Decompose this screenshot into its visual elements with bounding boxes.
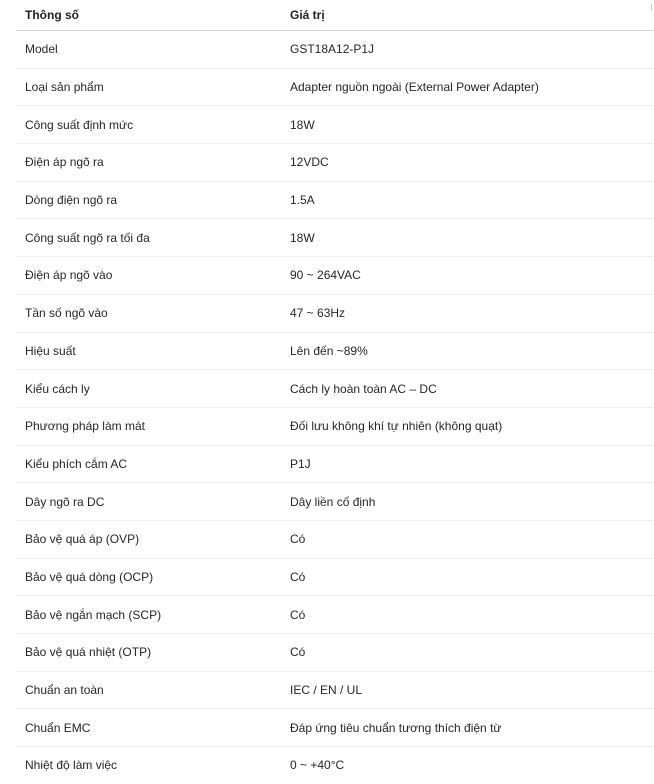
row-value: 12VDC bbox=[281, 144, 654, 182]
row-value: Cách ly hoàn toàn AC – DC bbox=[281, 370, 654, 408]
spec-table bbox=[16, 0, 654, 784]
row-value: 0 ~ +40°C bbox=[290, 758, 345, 773]
table-body bbox=[16, 31, 654, 784]
table-row bbox=[16, 257, 654, 295]
table-row bbox=[16, 181, 654, 219]
row-value: 1.5A bbox=[281, 181, 654, 219]
table-row bbox=[16, 332, 654, 370]
row-value: Có bbox=[281, 558, 654, 596]
row-value: 18W bbox=[281, 106, 654, 144]
row-param: Nhiệt độ làm việc bbox=[25, 758, 118, 773]
row-param: Kiểu phích cắm AC bbox=[16, 445, 281, 483]
row-value: IEC / EN / UL bbox=[281, 671, 654, 709]
row-param: Model bbox=[16, 31, 281, 69]
row-param: Chuẩn EMC bbox=[16, 709, 281, 747]
table-row bbox=[16, 445, 654, 483]
scrollbar-edge bbox=[651, 4, 652, 11]
table-row bbox=[16, 294, 654, 332]
row-param: Phương pháp làm mát bbox=[16, 407, 281, 445]
row-value: 18W bbox=[281, 219, 654, 257]
row-value: Đối lưu không khí tự nhiên (không quạt) bbox=[281, 407, 654, 445]
header-value: Giá trị bbox=[281, 0, 654, 31]
table-row bbox=[16, 31, 654, 69]
row-value: Có bbox=[281, 596, 654, 634]
row-param: Bảo vệ quá nhiệt (OTP) bbox=[16, 634, 281, 672]
table-row bbox=[16, 634, 654, 672]
row-value: 90 ~ 264VAC bbox=[281, 257, 654, 295]
row-param: Chuẩn an toàn bbox=[16, 671, 281, 709]
row-param: Kiểu cách ly bbox=[16, 370, 281, 408]
row-param: Điện áp ngõ ra bbox=[16, 144, 281, 182]
row-value: Có bbox=[281, 634, 654, 672]
table-row bbox=[16, 68, 654, 106]
row-param: Công suất định mức bbox=[16, 106, 281, 144]
header-param: Thông số bbox=[16, 0, 281, 31]
table-row bbox=[16, 709, 654, 747]
table-row bbox=[16, 747, 654, 784]
table-header bbox=[16, 0, 654, 31]
table-row bbox=[16, 407, 654, 445]
table-row bbox=[16, 106, 654, 144]
table-row bbox=[16, 671, 654, 709]
row-param: Bảo vệ ngắn mạch (SCP) bbox=[16, 596, 281, 634]
table-row bbox=[16, 558, 654, 596]
table-row bbox=[16, 370, 654, 408]
row-value: Lên đến ~89% bbox=[281, 332, 654, 370]
row-param: Công suất ngõ ra tối đa bbox=[16, 219, 281, 257]
row-value: Đáp ứng tiêu chuẩn tương thích điện từ bbox=[281, 709, 654, 747]
row-value: Dây liền cố định bbox=[281, 483, 654, 521]
row-value: GST18A12-P1J bbox=[281, 31, 654, 69]
row-value: Có bbox=[281, 520, 654, 558]
header-row bbox=[16, 0, 654, 31]
row-param: Dây ngõ ra DC bbox=[16, 483, 281, 521]
table-row bbox=[16, 596, 654, 634]
row-param: Dòng điện ngõ ra bbox=[16, 181, 281, 219]
row-param: Điện áp ngõ vào bbox=[16, 257, 281, 295]
row-value: 47 ~ 63Hz bbox=[281, 294, 654, 332]
row-value: Adapter nguồn ngoài (External Power Adapter) bbox=[281, 68, 654, 106]
row-param: Bảo vệ quá dòng (OCP) bbox=[16, 558, 281, 596]
table-row bbox=[16, 144, 654, 182]
row-value: P1J bbox=[281, 445, 654, 483]
row-param: Loại sản phẩm bbox=[16, 68, 281, 106]
table-row bbox=[16, 483, 654, 521]
table-row bbox=[16, 520, 654, 558]
row-param: Hiệu suất bbox=[16, 332, 281, 370]
row-param: Tần số ngõ vào bbox=[16, 294, 281, 332]
table-row bbox=[16, 219, 654, 257]
row-param: Bảo vệ quá áp (OVP) bbox=[16, 520, 281, 558]
